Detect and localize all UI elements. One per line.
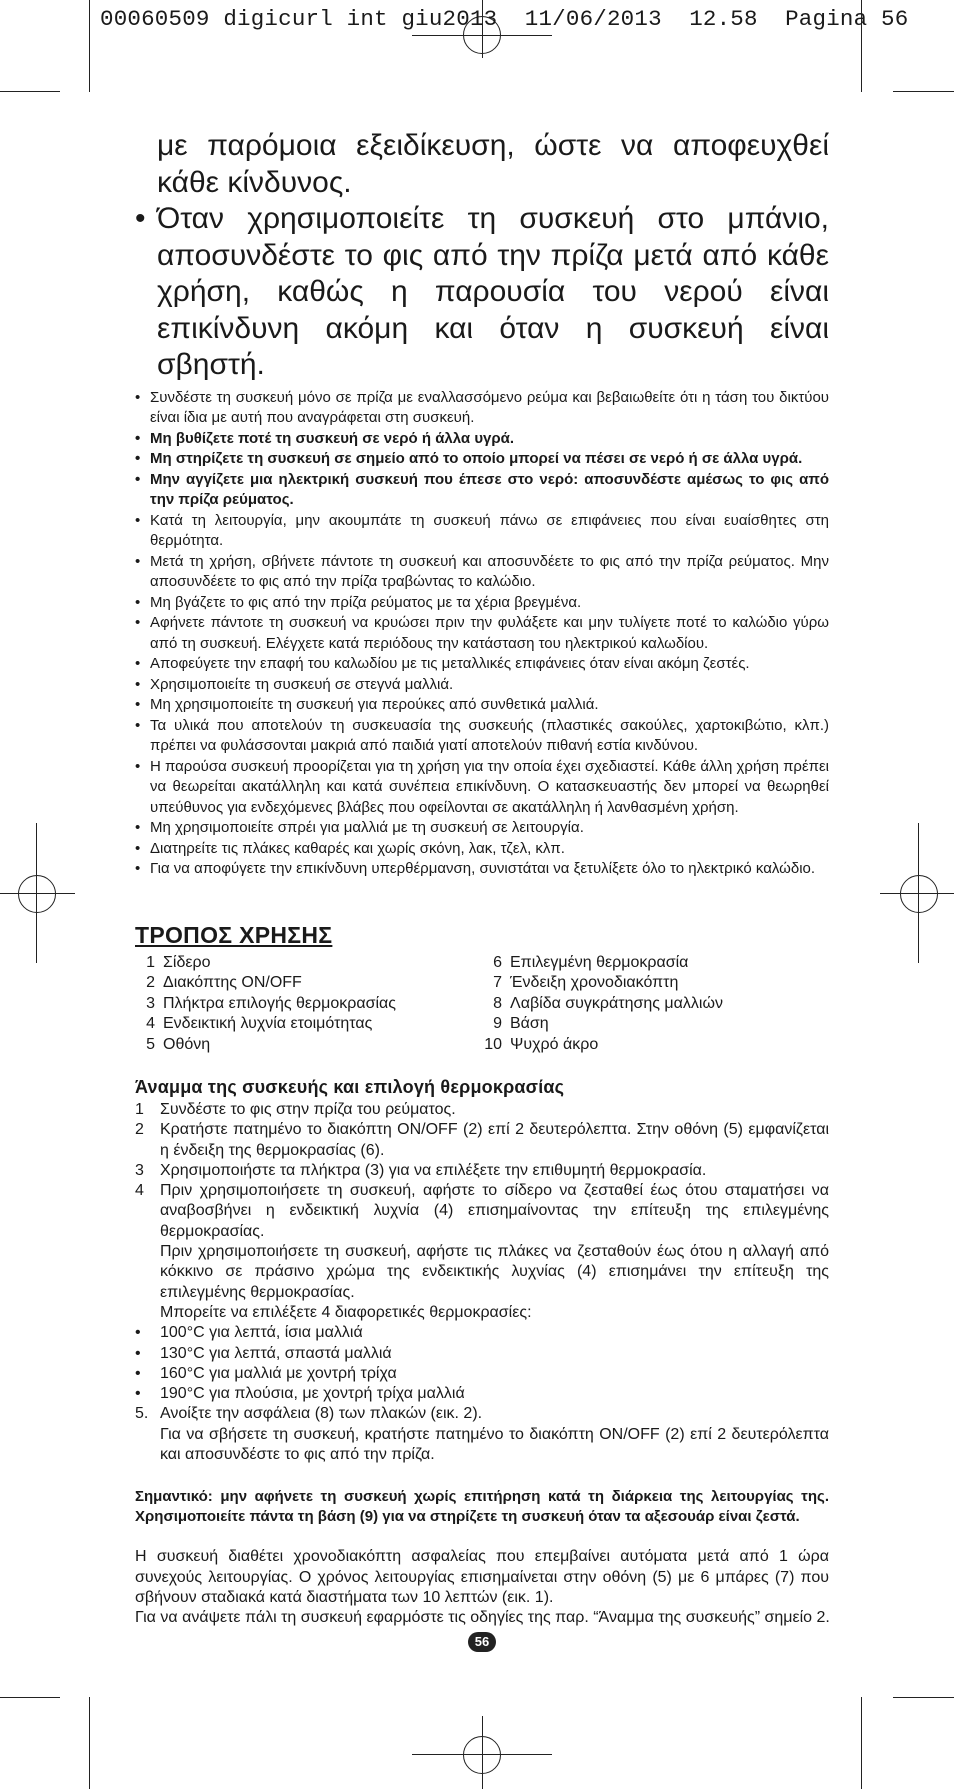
registration-right-circle	[900, 875, 938, 913]
crop-mark-bottom-right-h	[893, 1697, 954, 1698]
part-number: 7	[493, 974, 502, 991]
part-number: 4	[146, 1015, 155, 1032]
part-number: 1	[146, 953, 155, 971]
parts-column-right	[482, 953, 829, 1056]
part-label: Ψυχρό άκρο	[510, 1035, 599, 1053]
part-label: Ένδειξη χρονοδιακόπτη	[510, 974, 679, 991]
crop-mark-bottom-left-h	[0, 1697, 60, 1698]
registration-bottom-circle	[463, 1736, 501, 1774]
list-item	[135, 994, 482, 1015]
list-item: • Μη βυθίζετε ποτέ τη συσκευή σε νερό ή άλλα υγρά.	[135, 429, 829, 450]
registration-left-circle	[18, 875, 56, 913]
crop-mark-bottom-right-v	[861, 1697, 862, 1789]
part-label: Σίδερο	[163, 953, 211, 971]
step-5	[135, 1404, 829, 1424]
list-item: • Για να αποφύγετε την επικίνδυνη υπερθέρμανση, συνιστάται να ξετυλίξετε όλο το ηλεκτρικό καλώδιο.	[135, 859, 829, 880]
list-item: • Η παρούσα συσκευή προορίζεται για τη χρήση για την οποία έχει σχεδιαστεί. Κάθε άλλη χρήση πρέπει να θεωρείται ακατάλληλη και κατά συνέπεια επικίνδυνη. Ο κατασκευαστής δεν μπορεί να θεωρηθεί υπεύθυνος για ενδεχόμενες βλάβες που οφείλονται σε ακατάλληλη ή λανθασμένη χρήση.	[135, 757, 829, 819]
list-item	[135, 1364, 829, 1384]
part-label: Οθόνη	[163, 1035, 211, 1053]
list-item: • Συνδέστε τη συσκευή μόνο σε πρίζα με εναλλασσόμενο ρεύμα και βεβαιωθείτε ότι η τάση του δικτύου είναι ίδια με αυτή που αναγράφεται στη συσκευή.	[135, 388, 829, 429]
crop-mark-top-right-h	[893, 91, 954, 92]
step-text: Συνδέστε το φις στην πρίζα του ρεύματος.	[160, 1101, 456, 1118]
step-text: Χρησιμοποιήστε τα πλήκτρα (3) για να επιλέξετε την επιθυμητή θερμοκρασία.	[160, 1161, 707, 1179]
step-text: Κρατήστε πατημένο το διακόπτη ON/OFF (2) επί 2 δευτερόλεπτα. Στην οθόνη (5) εμφανίζεται η ένδειξη της θερμοκρασίας (6).	[160, 1121, 829, 1159]
list-item: • Αποφεύγετε την επαφή του καλωδίου με τις μεταλλικές επιφάνειες όταν είναι ακόμη ζεστές.	[135, 654, 829, 675]
list-item: • Κατά τη λειτουργία, μην ακουμπάτε τη συσκευή πάνω σε επιφάνειες που είναι ευαίσθητες στη θερμότητα.	[135, 511, 829, 552]
temp-option: 190°C για πλούσια, με χοντρή τρίχα μαλλιά	[160, 1385, 465, 1403]
list-item	[482, 994, 829, 1015]
step-number: 2	[135, 1121, 144, 1139]
list-item	[135, 1344, 829, 1364]
step-5-extra: Για να σβήσετε τη συσκευή, κρατήστε πατημένο το διακόπτη ON/OFF (2) επί 2 δευτερόλεπτα και αποσυνδέστε το φις από την πρίζα.	[160, 1425, 829, 1464]
bullet: •	[135, 1385, 141, 1403]
step-number: 5.	[135, 1405, 149, 1423]
startup-title: Άναμμα της συσκευής και επιλογή θερμοκρασίας	[135, 1077, 565, 1097]
timer-info: Η συσκευή διαθέτει χρονοδιακόπτη ασφαλείας που επεμβαίνει αυτόματα μετά από 1 ώρα συνεχούς λειτουργίας. Ο χρόνος λειτουργίας επισημαίνεται στην οθόνη (5) με 6 μπάρες (7) που σβήνουν σταδιακά κατά διαστήματα των 10 λεπτών (εικ. 1).	[135, 1548, 829, 1606]
part-number: 10	[484, 1035, 502, 1053]
list-item: • Μη χρησιμοποιείτε τη συσκευή για περούκες από συνθετικά μαλλιά.	[135, 695, 829, 716]
step-number: 1	[135, 1101, 144, 1118]
part-number: 3	[146, 994, 155, 1012]
step-number: 3	[135, 1161, 144, 1179]
temps-intro: Μπορείτε να επιλέξετε 4 διαφορετικές θερμοκρασίες:	[160, 1303, 532, 1321]
step-2	[135, 1120, 829, 1161]
part-number: 6	[493, 953, 502, 971]
page-content	[135, 128, 829, 1629]
list-item	[135, 1384, 829, 1404]
bullet: •	[135, 1324, 141, 1342]
list-item: • Μη στηρίζετε τη συσκευή σε σημείο από το οποίο μπορεί να πέσει σε νερό ή σε άλλα υγρά.	[135, 449, 829, 470]
step-4	[135, 1181, 829, 1242]
part-label: Πλήκτρα επιλογής θερμοκρασίας	[163, 994, 396, 1012]
bathroom-warning: • Όταν χρησιμοποιείτε τη συσκευή στο μπάνιο, αποσυνδέστε το φις από την πρίζα μετά από κάθε χρήση, καθώς η παρουσία του νερού είναι επικίνδυνη ακόμη και όταν η συσκευή είναι σβηστή.	[135, 201, 829, 384]
list-item: • Μη βγάζετε το φις από την πρίζα ρεύματος με τα χέρια βρεγμένα.	[135, 593, 829, 614]
crop-mark-top-left-h	[0, 91, 60, 92]
list-item	[482, 953, 829, 974]
page-number: 56	[468, 1632, 496, 1652]
crop-mark-bottom-left-v	[89, 1697, 90, 1789]
list-item: • Χρησιμοποιείτε τη συσκευή σε στεγνά μαλλιά.	[135, 675, 829, 696]
print-header: 00060509 digicurl int giu2013 11/06/2013 12.58 Pagina 56	[100, 6, 909, 32]
list-item	[482, 1014, 829, 1035]
list-item	[135, 973, 482, 994]
part-number: 5	[146, 1035, 155, 1053]
crop-mark-top-left-v	[89, 0, 90, 92]
step-1	[135, 1100, 829, 1120]
part-number: 8	[493, 994, 502, 1012]
restart-info: Για να ανάψετε πάλι τη συσκευή εφαρμόστε τις οδηγίες της παρ. “Άναμμα της συσκευής” σημείο 2.	[135, 1609, 830, 1627]
part-number: 9	[493, 1015, 502, 1032]
list-item: • Τα υλικά που αποτελούν τη συσκευασία της συσκευής (πλαστικές σακούλες, χαρτοκιβώτιο, κλπ.) πρέπει να φυλάσσονται μακριά από παιδιά γιατί αποτελούν πιθανή εστία κινδύνου.	[135, 716, 829, 757]
parts-column-left	[135, 953, 482, 1056]
bullet: •	[135, 1344, 141, 1362]
step-3	[135, 1161, 829, 1181]
bullet: •	[135, 1364, 141, 1382]
temp-option: 160°C για μαλλιά με χοντρή τρίχα	[160, 1364, 397, 1382]
list-item	[482, 1035, 829, 1056]
list-item	[135, 1035, 482, 1056]
step-text: Πριν χρησιμοποιήσετε τη συσκευή, αφήστε το σίδερο να ζεσταθεί έως ότου σταματήσει να αναβοσβήνει η ενδεικτική λυχνία (4) επισημαίνοντας την επίτευξη της επιλεγμένης θερμοκρασίας.	[160, 1182, 829, 1240]
list-item	[482, 973, 829, 994]
step-number: 4	[135, 1182, 144, 1200]
list-item	[135, 1014, 482, 1035]
intro-continuation: με παρόμοια εξειδίκευση, ώστε να αποφευχθεί κάθε κίνδυνος.	[157, 129, 829, 199]
step-text: Ανοίξτε την ασφάλεια (8) των πλακών (εικ. 2).	[160, 1405, 483, 1423]
list-item: • Μη χρησιμοποιείτε σπρέι για μαλλιά με τη συσκευή σε λειτουργία.	[135, 818, 829, 839]
part-label: Διακόπτης ON/OFF	[163, 974, 302, 991]
list-item: • Μην αγγίζετε μια ηλεκτρική συσκευή που έπεσε στο νερό: αποσυνδέστε αμέσως το φις από την πρίζα ρεύματος.	[135, 470, 829, 511]
important-note: Σημαντικό: μην αφήνετε τη συσκευή χωρίς επιτήρηση κατά τη διάρκεια της λειτουργίας της. Χρησιμοποιείτε πάντα τη βάση (9) για να στηρίζετε τη συσκευή όταν τα αξεσουάρ είναι ζεστά.	[135, 1488, 829, 1526]
part-label: Ενδεικτική λυχνία ετοιμότητας	[163, 1015, 373, 1032]
part-label: Βάση	[510, 1015, 549, 1032]
parts-list	[135, 953, 829, 1056]
part-number: 2	[146, 974, 155, 991]
list-item	[135, 953, 482, 974]
list-item: • Διατηρείτε τις πλάκες καθαρές και χωρίς σκόνη, λακ, τζελ, κλπ.	[135, 839, 829, 860]
usage-title: ΤΡΟΠΟΣ ΧΡΗΣΗΣ	[135, 921, 333, 948]
part-label: Επιλεγμένη θερμοκρασία	[510, 953, 689, 971]
list-item: • Αφήνετε πάντοτε τη συσκευή να κρυώσει πριν την φυλάξετε και μην τυλίγετε ποτέ το καλώδιο γύρω από τη συσκευή. Ελέγχετε κατά περιόδους την κατάσταση του ηλεκτρικού καλωδίου.	[135, 613, 829, 654]
list-item	[135, 1323, 829, 1343]
step-4-extra: Πριν χρησιμοποιήσετε τη συσκευή, αφήστε τις πλάκες να ζεσταθούν έως ότου η αλλαγή από κόκκινο σε πράσινο χρώμα της ενδεικτικής λυχνίας (4) επισημάνει την επίτευξη της επιλεγμένης θερμοκρασίας.	[160, 1243, 829, 1301]
list-item: • Μετά τη χρήση, σβήνετε πάντοτε τη συσκευή και αποσυνδέετε το φις από την πρίζα ρεύματος. Μην αποσυνδέετε το φις από την πρίζα τραβώντας το καλώδιο.	[135, 552, 829, 593]
temp-option: 100°C για λεπτά, ίσια μαλλιά	[160, 1324, 363, 1342]
temp-option: 130°C για λεπτά, σπαστά μαλλιά	[160, 1344, 392, 1362]
part-label: Λαβίδα συγκράτησης μαλλιών	[510, 994, 723, 1012]
safety-list	[135, 388, 829, 880]
startup-steps	[135, 1100, 829, 1465]
